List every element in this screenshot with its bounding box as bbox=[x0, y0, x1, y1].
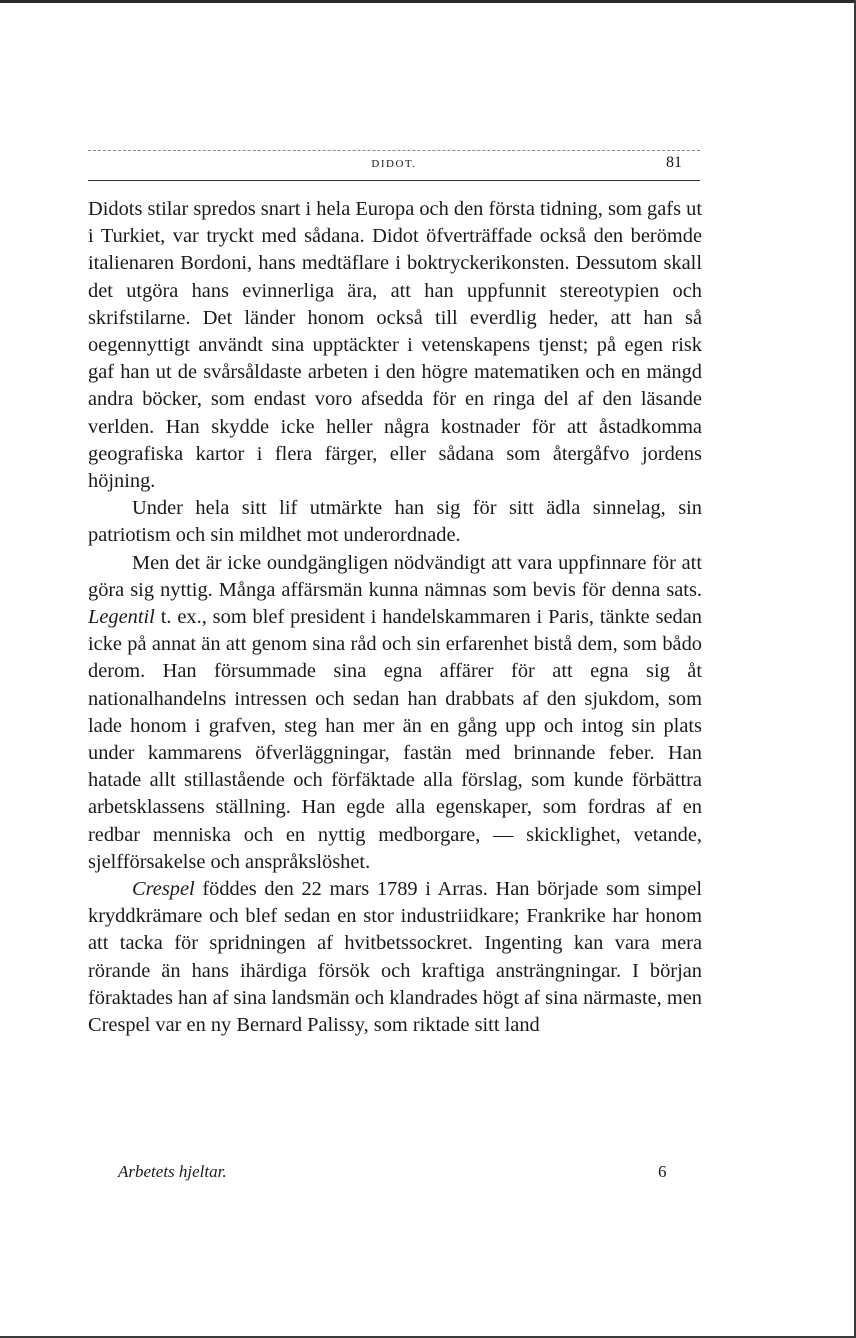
page-edge-top bbox=[0, 0, 856, 3]
page-header bbox=[88, 150, 700, 181]
paragraph-1: Didots stilar spredos snart i hela Europa och den första tidning, som gafs ut i Turkiet, var tryckt med sådana. Didot öfverträffade också den berömde italienaren Bordoni, hans medtäflare i boktryckerikonsten. Dessutom skall det utgöra hans evinnerliga ära, att han uppfunnit stereotypien och skrifstilarne. Det länder honom också till everdlig heder, att han så oegennyttigt användt sina upptäckter i vetenskapens tjenst; på egen risk gaf han ut de svårsåldaste arbeten i den högre matematiken och en mängd andra böcker, som endast voro afsedda för en ringa del af den läsande verlden. Han skydde icke heller några kostnader för att åstadkomma geografiska kartor i flera färger, eller sådana som återgåfvo jordens höjning. bbox=[88, 198, 702, 493]
paragraph-4-text: föddes den 22 mars 1789 i Arras. Han började som simpel kryddkrämare och blef sedan en stor industriidkare; Frankrike har honom att tacka för spridningen af hvitbetssockret. Ingenting kan vara mera rörande än hans ihärdiga försök och kraftiga ansträngningar. I början föraktades han af sina landsmän och klandrades högt af sina närmaste, men Crespel var en ny Bernard Palissy, som riktade sitt land bbox=[88, 878, 702, 1037]
page-number: 81 bbox=[666, 154, 682, 171]
paragraph-4 bbox=[88, 876, 702, 1039]
footer-signature-mark: 6 bbox=[658, 1162, 667, 1181]
body-text bbox=[88, 196, 702, 1039]
paragraph-3 bbox=[88, 550, 702, 876]
paragraph-3-text-after: t. ex., som blef president i handelskammaren i Paris, tänkte sedan icke på annat än att genom sina råd och sin erfarenhet bistå dem, som bådo derom. Han försummade sina egna affärer för att egna sig åt nationalhandelns intressen och sedan han drabbats af den sjukdom, som lade honom i grafven, steg han mer än en gång upp och intog sin plats under kammarens öfverläggningar, fastän med brinnande feber. Han hatade allt stillastående och förfäktade alla förslag, som kunde förbättra arbetsklassens ställning. Han egde alla egenskaper, som fordras af en redbar menniska och en nyttig medborgare, — skicklighet, vetande, sjelfförsakelse och anspråkslöshet. bbox=[88, 606, 702, 873]
person-name-crespel: Crespel bbox=[132, 878, 195, 901]
paragraph-3-text-before: Men det är icke oundgängligen nödvändigt att vara uppfinnare för att göra sig nyttig. Många affärsmän kunna nämnas som bevis för denna sats. bbox=[88, 551, 702, 601]
running-head: DIDOT. bbox=[371, 158, 417, 170]
footer-book-title: Arbetets hjeltar. bbox=[118, 1162, 227, 1181]
page-footer bbox=[118, 1162, 678, 1186]
person-name-legentil: Legentil bbox=[88, 606, 155, 629]
paragraph-2: Under hela sitt lif utmärkte han sig för sitt ädla sinnelag, sin patriotism och sin mildhet mot underordnade. bbox=[88, 497, 702, 547]
